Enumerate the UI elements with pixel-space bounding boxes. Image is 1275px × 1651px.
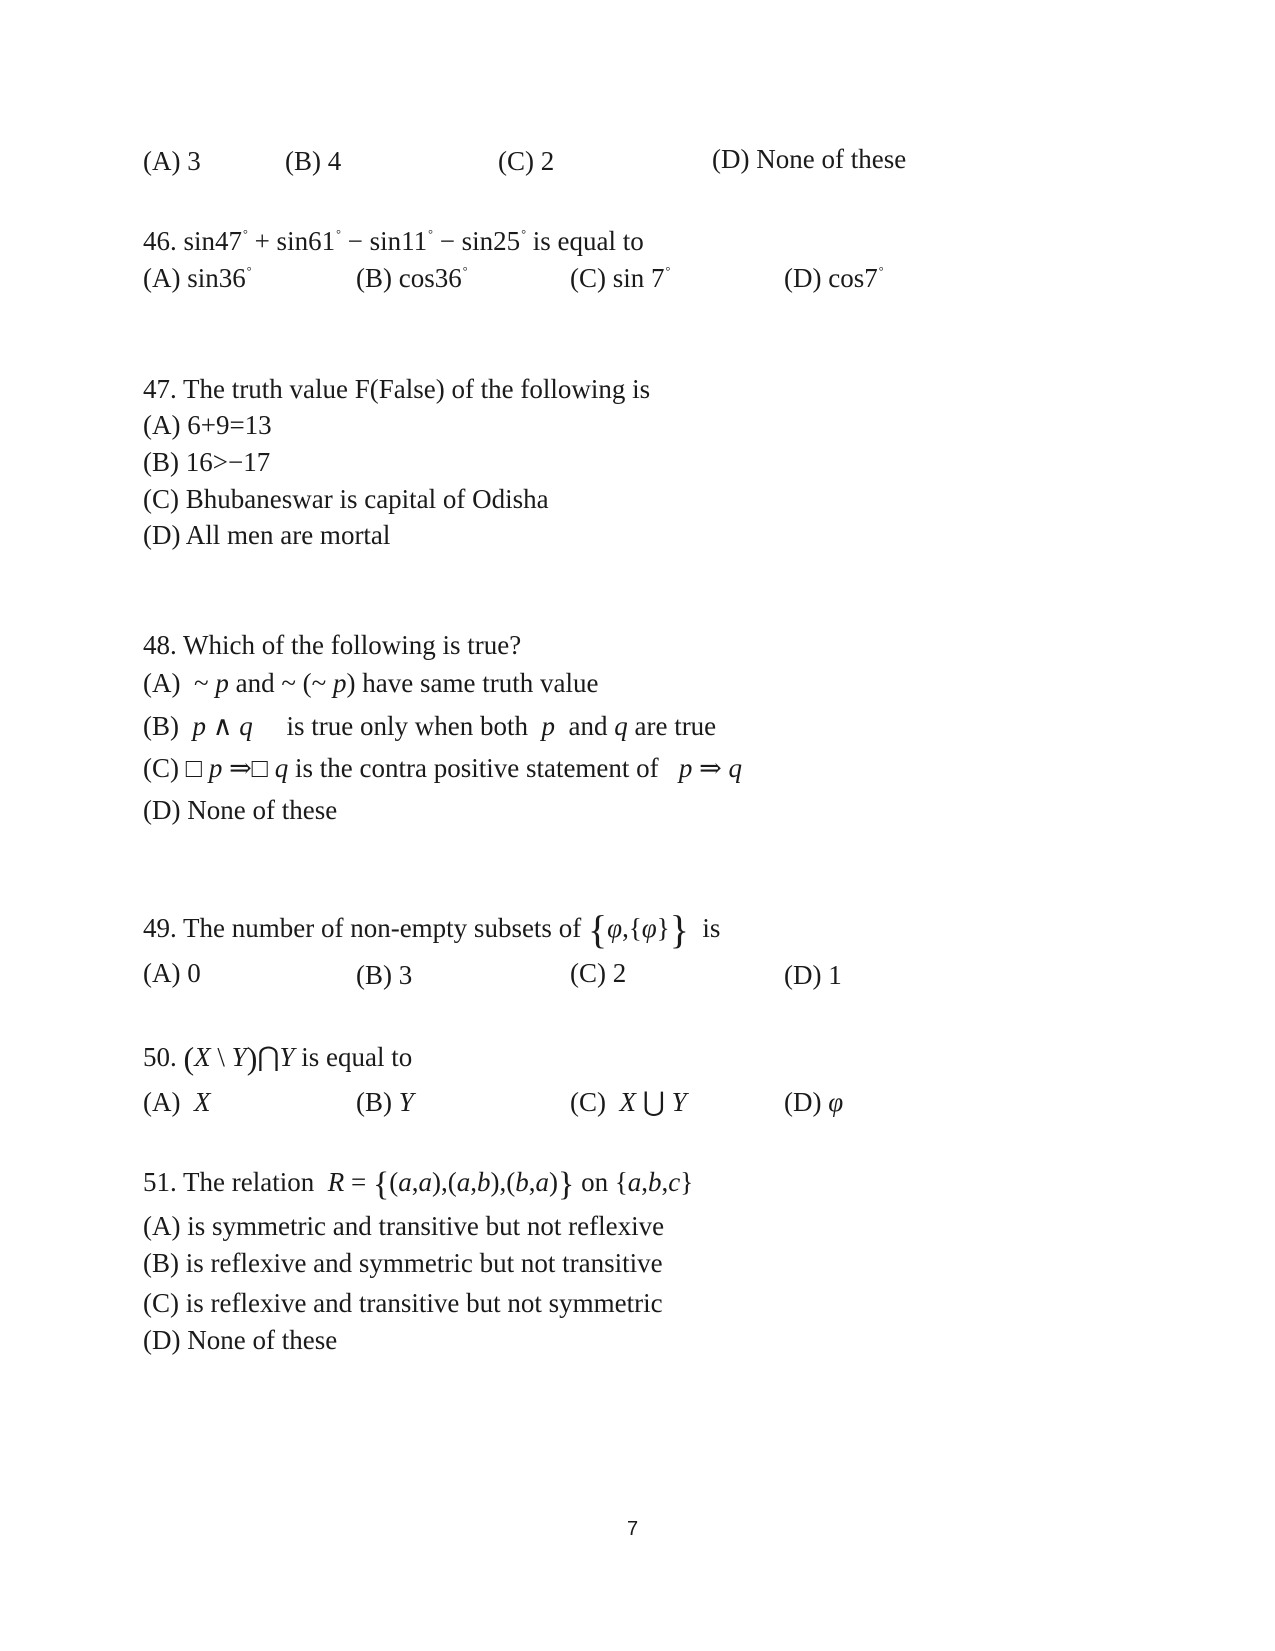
q48-option-b: (B) p ∧ q is true only when both p and q are true [143,711,717,741]
q45-option-c: (C) 2 [498,146,555,176]
q48-option-d: (D) None of these [143,795,338,825]
q50-question: 50. (X \ Y)⋂Y is equal to [143,1040,413,1076]
q51-option-a: (A) is symmetric and transitive but not reflexive [143,1211,665,1241]
q46-option-c: (C) sin 7° [570,263,671,293]
q47-option-d: (D) All men are mortal [143,520,391,550]
q51-option-c: (C) is reflexive and transitive but not symmetric [143,1288,663,1318]
q51-option-b: (B) is reflexive and symmetric but not transitive [143,1248,663,1278]
q50-option-b: (B) Y [356,1087,414,1117]
q51-option-d: (D) None of these [143,1325,338,1355]
q46-suffix: is equal to [532,226,644,256]
q46-option-a: (A) sin36° [143,263,252,293]
q45-option-a: (A) 3 [143,146,201,176]
q50-option-a: (A) X [143,1087,211,1117]
q46-question [143,228,644,255]
q51-question: 51. The relation R = {(a,a),(a,b),(b,a)} on {a,b,c} [143,1166,694,1203]
q49-option-a: (A) 0 [143,958,201,988]
q46-number: 46. [143,226,177,256]
q47-option-a: (A) 6+9=13 [143,410,272,440]
q49-option-d: (D) 1 [784,960,842,990]
q45-option-b: (B) 4 [285,146,342,176]
q50-option-d: (D) φ [784,1087,844,1117]
q46-option-b: (B) cos36° [356,263,468,293]
q46-option-d: (D) cos7° [784,263,884,293]
q49-option-b: (B) 3 [356,960,413,990]
q47-option-b: (B) 16>−17 [143,447,271,477]
q47-option-c: (C) Bhubaneswar is capital of Odisha [143,484,549,514]
q46-expression: sin47° + sin61° − sin11° − sin25° [183,226,526,256]
q47-question: 47. The truth value F(False) of the following is [143,374,651,404]
q48-option-a: (A) ~ p and ~ (~ p) have same truth value [143,668,599,698]
q49-question: 49. The number of non-empty subsets of {φ,{φ}} is [143,907,721,952]
page-number: 7 [627,1518,639,1540]
q50-option-c: (C) X ⋃ Y [570,1087,687,1117]
q48-option-c: (C) □ p ⇒□ q is the contra positive statement of p ⇒ q [143,753,743,783]
q49-option-c: (C) 2 [570,958,627,988]
q45-option-d: (D) None of these [712,144,907,174]
q48-question: 48. Which of the following is true? [143,630,522,660]
